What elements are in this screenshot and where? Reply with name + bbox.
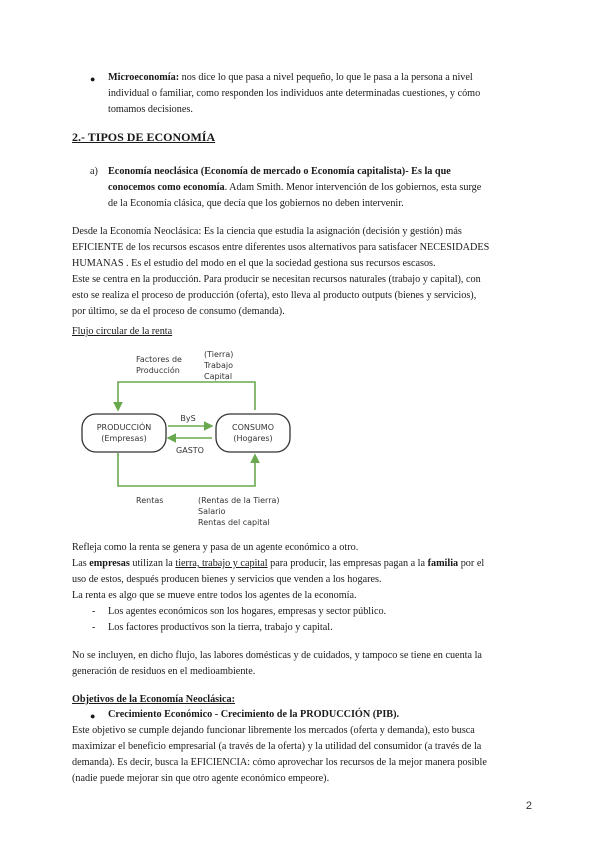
item-a-bold-2: conocemos como economía [108,182,225,193]
objectives-title [72,692,235,708]
production-label: PRODUCCIÓN [96,423,152,432]
production-box [82,414,166,452]
definition-line-2: EFICIENTE de los recursos escasos entre diferentes usos alternativos para satisfacer NECESIDADES [72,242,490,253]
definition-line-4: Este se centra en la producción. Para producir se necesitan recursos naturales (trabajo y capital), con [72,274,481,285]
dash-marker-1: - [92,606,96,617]
reflect-seg-c: utilizan la [129,558,176,569]
excluded-line-2: generación de residuos en el medioambiente. [72,666,256,677]
objective-line-4: (nadie puede mejorar sin que otro agente económico empeore). [72,773,330,784]
reflect-line-2 [72,556,484,572]
micro-line-1 [108,70,473,86]
reflect-seg-a: Las [72,558,90,569]
objective-bullet-text [108,707,399,723]
definition-line-6: por último, se da el proceso de consumo (demanda). [72,306,285,317]
definition-line-3: HUMANAS . Es el estudio del modo en el que la sociedad gestiona sus recursos escasos. [72,258,436,269]
consumption-label: CONSUMO [232,423,274,432]
definition-line-1: Desde la Economía Neoclásica: Es la ciencia que estudia la asignación (decisión y gestión) más [72,226,462,237]
reflect-family: familia [427,558,459,569]
goods-label: ByS [180,414,196,423]
consumption-sub: (Hogares) [233,434,273,443]
micro-line-3: tomamos decisiones. [108,104,193,115]
objectives-title-text: Objetivos de la Economía Neoclásica: [72,694,235,705]
excluded-line-1: No se incluyen, en dicho flujo, las labores domésticas y de cuidados, y tampoco se tiene en cuenta la [72,650,482,661]
page-number: 2 [525,800,532,812]
objective-bullet-dot: ● [90,711,96,721]
item-a-marker: a) [90,166,98,177]
dash-item-2: Los factores productivos son la tierra, trabajo y capital. [108,622,333,633]
factors-list-3: Capital [204,372,233,381]
income-list-1: (Rentas de la Tierra) [198,496,280,505]
consumption-box [216,414,290,452]
factors-flow-arrow [118,382,255,410]
item-a-line-2 [108,180,481,196]
objective-heading: Crecimiento Económico - Crecimiento de la PRODUCCIÓN (PIB). [108,709,400,720]
flow-title-text: Flujo circular de la renta [72,326,173,337]
micro-term: Microeconomía: [108,72,180,83]
reflect-line-1: Refleja como la renta se genera y pasa de un agente económico a otro. [72,542,359,553]
micro-text: nos dice lo que pasa a nivel pequeño, lo que le pasa a la persona a nivel [179,72,473,83]
objective-line-1: Este objetivo se cumple dejando funcionar libremente los mercados (oferta y demanda), esto busca [72,725,475,736]
reflect-seg-g: por el [458,558,485,569]
circular-flow-diagram [70,338,310,538]
objective-line-3: demanda). Es decir, busca la EFICIENCIA: cómo aprovechar los recursos de la mejor manera posible [72,757,487,768]
income-label: Rentas [136,496,164,505]
dash-item-1: Los agentes económicos son los hogares, empresas y sector público. [108,606,387,617]
objective-line-2: maximizar el beneficio empresarial (a través de la oferta) y la utilidad del consumidor (a través de la [72,741,482,752]
reflect-line-3: uso de estos, después producen bienes y servicios que venden a los hogares. [72,574,382,585]
production-sub: (Empresas) [101,434,147,443]
item-a-bold-1: Economía neoclásica (Economía de mercado o Economía capitalista)- Es la que [108,166,451,177]
section-title: 2.- TIPOS DE ECONOMÍA [72,130,216,144]
reflect-line-4: La renta es algo que se mueve entre todos los agentes de la economía. [72,590,357,601]
item-a-line-3: de la Economía clásica, que decía que los gobiernos no deben intervenir. [108,198,404,209]
reflect-seg-e: para producir, las empresas pagan a la [267,558,428,569]
income-list-3: Rentas del capital [198,518,270,527]
micro-line-2: individual o familiar, como responden los individuos ante determinadas cuestiones, y cómo [108,88,481,99]
bullet-dot: ● [90,74,96,84]
reflect-factors: tierra, trabajo y capital [175,558,268,569]
income-flow-arrow [118,453,255,486]
reflect-firms: empresas [89,558,130,569]
factors-list-1: (Tierra) [204,350,234,359]
item-a-rest-2: . Adam Smith. Menor intervención de los gobiernos, esta surge [224,182,482,193]
income-list-2: Salario [198,507,226,516]
factors-label-2: Producción [136,366,180,375]
dash-marker-2: - [92,622,96,633]
item-a-line-1 [108,164,451,180]
definition-line-5: esto se realiza el proceso de producción (oferta), esto lleva al producto outputs (bienes y servicios), [72,290,477,301]
factors-label-1: Factores de [136,355,182,364]
factors-list-2: Trabajo [204,361,233,370]
spending-label: GASTO [176,446,204,455]
